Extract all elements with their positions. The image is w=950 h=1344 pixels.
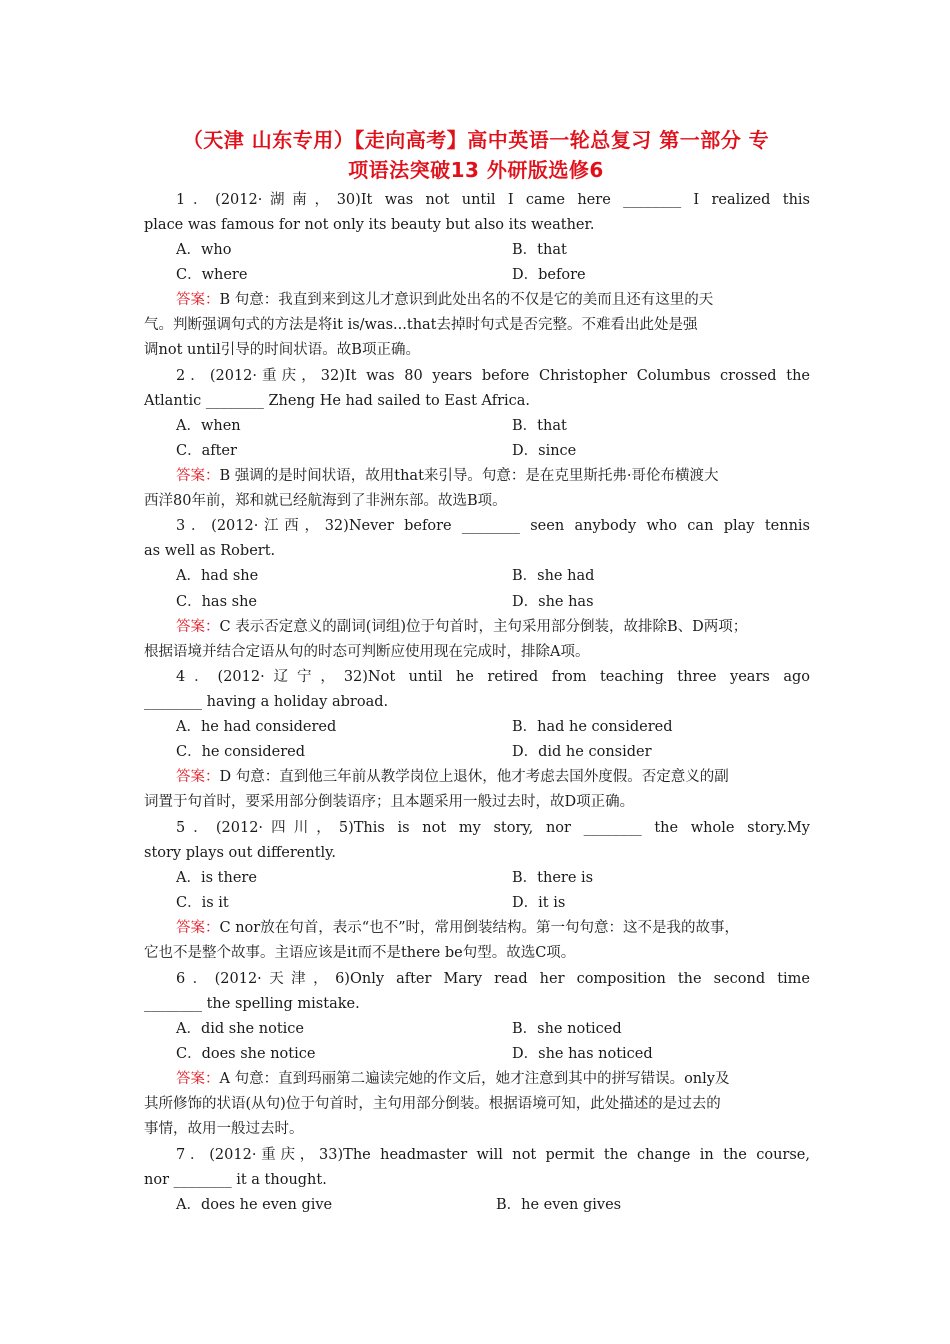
question-4-stem-cont: ________ having a holiday abroad. [144,694,389,710]
question-2-option-c: C．after [176,443,237,459]
question-1-answer-cont: 气。判断强调句式的方法是将it is/was...that去掉时句式是否完整。不难看出此处是强 [144,317,698,333]
document-title-line-2: 项语法突破13 外研版选修6 [348,158,604,182]
question-4-option-a: A．he had considered [176,719,337,735]
question-4-option-b: B．had he considered [512,719,673,735]
question-3-option-b: B．she had [512,568,595,584]
question-1-answer-text: B 句意：我直到来到这儿才意识到此处出名的不仅是它的美而且还有这里的天 [219,292,714,308]
question-1-option-b: B．that [512,242,567,258]
question-5-stem: 5．(2012·四川，5)This is not my story, nor ________ the whole story.My [176,820,810,836]
question-4-option-c: C．he considered [176,744,306,760]
question-3-option-c: C．has she [176,594,257,610]
question-2-stem: 2．(2012·重庆，32)It was 80 years before Christopher Columbus crossed the [176,368,810,384]
question-6-option-b: B．she noticed [512,1021,622,1037]
question-3-stem-cont: as well as Robert. [144,543,276,559]
question-1-answer [176,288,810,313]
answer-label: 答案： [176,769,220,785]
answer-label: 答案： [176,1071,220,1087]
question-2-stem-cont: Atlantic ________ Zheng He had sailed to East Africa. [144,393,531,409]
question-6-answer [176,1067,810,1092]
question-2-answer [176,464,810,489]
question-5-answer [176,916,810,941]
question-3-option-d: D．she has [512,594,594,610]
answer-label: 答案： [176,920,220,936]
question-6-stem: 6．(2012·天津，6)Only after Mary read her composition the second time [176,971,810,987]
answer-label: 答案： [176,619,220,635]
question-7-stem-cont: nor ________ it a thought. [144,1172,327,1188]
question-5-option-d: D．it is [512,895,566,911]
question-2-answer-text: B 强调的是时间状语，故用that来引导。句意：是在克里斯托弗·哥伦布横渡大 [219,468,719,484]
question-2-option-a: A．when [176,418,241,434]
question-1-stem: 1．(2012·湖南，30)It was not until I came here ________ I realized this [176,192,810,208]
question-4-answer-text: D 句意：直到他三年前从教学岗位上退休，他才考虑去国外度假。否定意义的副 [219,769,729,785]
answer-label: 答案： [176,468,220,484]
question-2-option-b: B．that [512,418,567,434]
question-1-option-d: D．before [512,267,586,283]
question-3-answer [176,615,810,640]
question-1-answer-cont: 调not until引导的时间状语。故B项正确。 [144,342,420,358]
question-1-option-c: C．where [176,267,248,283]
question-5-answer-cont: 它也不是整个故事。主语应该是it而不是there be句型。故选C项。 [144,945,576,961]
question-6-option-a: A．did she notice [176,1021,304,1037]
question-6-answer-text: A 句意：直到玛丽第二遍读完她的作文后，她才注意到其中的拼写错误。only及 [219,1071,730,1087]
question-4-stem: 4．(2012·辽宁，32)Not until he retired from teaching three years ago [176,669,810,685]
question-7-stem: 7．(2012·重庆，33)The headmaster will not permit the change in the course, [176,1147,810,1163]
question-3-answer-text: C 表示否定意义的副词(词组)位于句首时，主句采用部分倒装，故排除B、D两项； [219,619,748,635]
question-7-option-a: A．does he even give [176,1197,333,1213]
question-2-option-d: D．since [512,443,577,459]
question-5-stem-cont: story plays out differently. [144,845,337,861]
question-6-answer-cont: 事情，故用一般过去时。 [144,1121,304,1137]
question-5-option-a: A．is there [176,870,257,886]
question-6-option-c: C．does she notice [176,1046,316,1062]
question-4-answer [176,765,810,790]
question-5-option-b: B．there is [512,870,594,886]
answer-label: 答案： [176,292,220,308]
question-6-answer-cont: 其所修饰的状语(从句)位于句首时，主句用部分倒装。根据语境可知，此处描述的是过去的 [144,1096,721,1112]
question-1-option-a: A．who [176,242,232,258]
question-6-stem-cont: ________ the spelling mistake. [144,996,360,1012]
question-7-option-b: B．he even gives [496,1197,622,1213]
question-4-answer-cont: 词置于句首时，要采用部分倒装语序；且本题采用一般过去时，故D项正确。 [144,794,635,810]
question-5-answer-text: C nor放在句首，表示“也不”时，常用倒装结构。第一句句意：这不是我的故事， [219,920,740,936]
question-5-option-c: C．is it [176,895,229,911]
question-4-option-d: D．did he consider [512,744,652,760]
question-3-answer-cont: 根据语境并结合定语从句的时态可判断应使用现在完成时，排除A项。 [144,644,590,660]
question-2-answer-cont: 西洋80年前，郑和就已经航海到了非洲东部。故选B项。 [144,493,507,509]
question-6-option-d: D．she has noticed [512,1046,653,1062]
document-title-line-1: （天津 山东专用）【走向高考】高中英语一轮总复习 第一部分 专 [182,128,770,152]
question-3-stem: 3．(2012·江西，32)Never before ________ seen anybody who can play tennis [176,518,810,534]
question-3-option-a: A．had she [176,568,259,584]
question-1-stem-cont: place was famous for not only its beauty but also its weather. [144,217,595,233]
